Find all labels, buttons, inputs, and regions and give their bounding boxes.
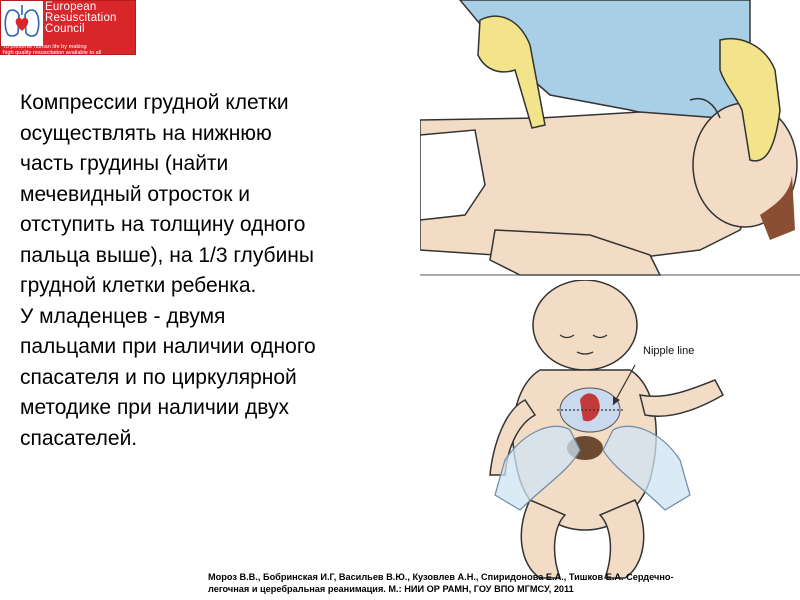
child-compression-illustration: [420, 0, 800, 280]
citation-line-2: легочная и церебральная реанимация. М.: НИИ ОР РАМН, ГОУ ВПО МГМСУ, 2011: [208, 583, 574, 594]
infant-two-thumb-illustration: [485, 280, 735, 580]
erc-lungs-heart-icon: [1, 1, 43, 46]
logo-tagline-1: To preserve human life by making: [3, 44, 87, 50]
logo-line-1: European: [45, 1, 97, 13]
paragraph-chest-compressions: Компрессии грудной клетки осуществлять на нижнюю часть грудины (найти мечевидный отросток и отступить на толщину одного пальца выше), на 1/3 глубины грудной клетки ребенка.: [20, 91, 314, 297]
paragraph-infants: У младенцев - двумя пальцами при наличии одного спасателя и по циркулярной методике при наличии двух спасателей.: [20, 304, 316, 450]
logo-line-2: Resuscitation: [45, 12, 117, 24]
logo-line-3: Council: [45, 23, 85, 35]
erc-logo: [0, 0, 136, 55]
nipple-line-label: Nipple line: [643, 345, 695, 357]
citation-line-1: Мороз В.В., Бобринская И.Г, Васильев В.Ю., Кузовлев А.Н., Спиридонова Е.А., Тишков Е.А. Сердечно-: [208, 572, 674, 582]
logo-tagline-2: high quality resuscitation available to all: [3, 50, 102, 56]
main-text: [20, 88, 412, 454]
citation: [208, 572, 798, 595]
